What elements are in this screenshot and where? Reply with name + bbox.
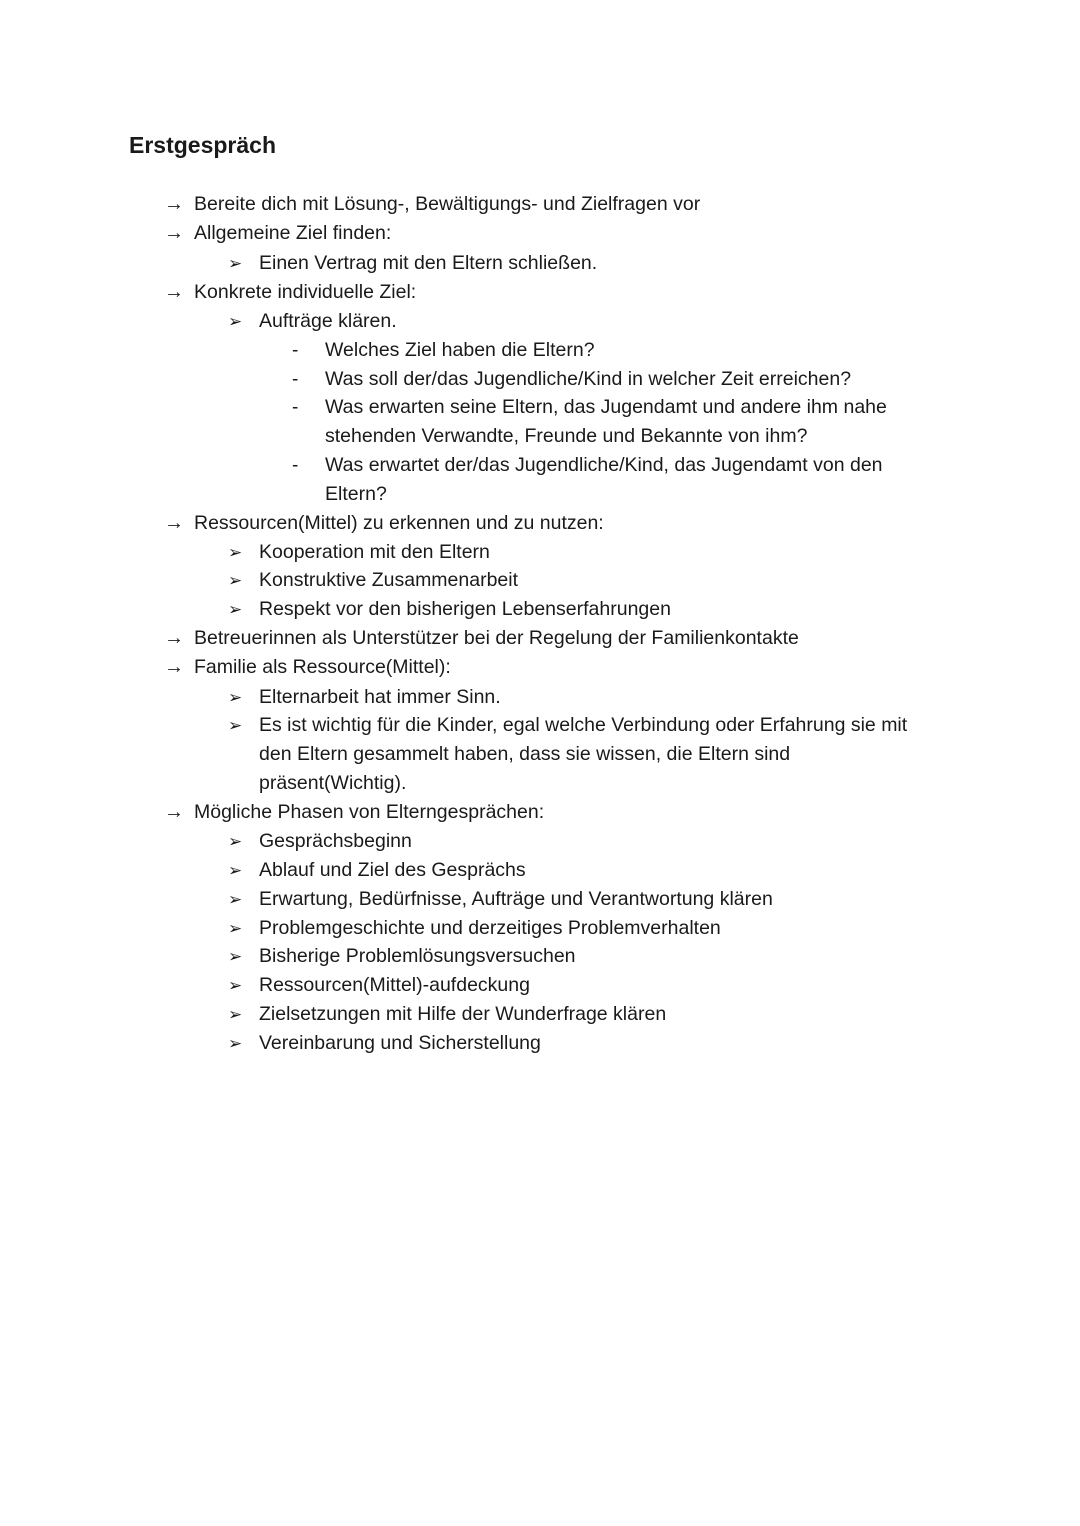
list-item-text: den Eltern gesammelt haben, dass sie wissen, die Eltern sind xyxy=(259,743,791,765)
arrowhead-bullet-icon: ➢ xyxy=(228,976,243,995)
arrowhead-bullet-icon: ➢ xyxy=(228,543,243,562)
list-item-text: Ressourcen(Mittel)-aufdeckung xyxy=(259,974,530,996)
arrow-right-icon: → xyxy=(164,193,184,215)
arrow-right-icon: → xyxy=(164,222,184,244)
arrowhead-bullet-icon: ➢ xyxy=(228,716,243,735)
arrowhead-bullet-icon: ➢ xyxy=(228,1034,243,1053)
arrowhead-bullet-icon: ➢ xyxy=(228,688,243,707)
list-item-text: Konkrete individuelle Ziel: xyxy=(194,281,417,303)
list-item-text: Was erwartet der/das Jugendliche/Kind, das Jugendamt von den xyxy=(325,454,883,476)
dash-bullet-icon: - xyxy=(292,397,299,418)
list-item-text: Konstruktive Zusammenarbeit xyxy=(259,569,519,591)
arrowhead-bullet-icon: ➢ xyxy=(228,947,243,966)
page-title: Erstgespräch xyxy=(129,132,277,158)
list-item-text: Was soll der/das Jugendliche/Kind in welcher Zeit erreichen? xyxy=(325,368,852,390)
list-item-text: präsent(Wichtig). xyxy=(259,772,407,794)
list-item-text: Mögliche Phasen von Elterngesprächen: xyxy=(194,801,545,823)
list-item-text: Aufträge klären. xyxy=(259,310,397,332)
arrowhead-bullet-icon: ➢ xyxy=(228,600,243,619)
list-item-text: stehenden Verwandte, Freunde und Bekannte von ihm? xyxy=(325,425,808,447)
dash-bullet-icon: - xyxy=(292,340,299,361)
arrow-right-icon: → xyxy=(164,801,184,823)
list-item-text: Gesprächsbeginn xyxy=(259,830,412,852)
list-item-text: Einen Vertrag mit den Eltern schließen. xyxy=(259,252,598,274)
list-item-text: Eltern? xyxy=(325,483,387,505)
list-item-text: Welches Ziel haben die Eltern? xyxy=(325,339,595,361)
arrowhead-bullet-icon: ➢ xyxy=(228,312,243,331)
list-item-text: Elternarbeit hat immer Sinn. xyxy=(259,686,501,708)
list-item-text: Bereite dich mit Lösung-, Bewältigungs- und Zielfragen vor xyxy=(194,193,701,215)
list-item-text: Problemgeschichte und derzeitiges Problemverhalten xyxy=(259,917,721,939)
list-item-text: Betreuerinnen als Unterstützer bei der Regelung der Familienkontakte xyxy=(194,627,799,649)
arrowhead-bullet-icon: ➢ xyxy=(228,1005,243,1024)
arrow-right-icon: → xyxy=(164,627,184,649)
arrow-right-icon: → xyxy=(164,512,184,534)
arrowhead-bullet-icon: ➢ xyxy=(228,890,243,909)
arrowhead-bullet-icon: ➢ xyxy=(228,832,243,851)
dash-bullet-icon: - xyxy=(292,369,299,390)
arrowhead-bullet-icon: ➢ xyxy=(228,571,243,590)
arrow-right-icon: → xyxy=(164,281,184,303)
list-item-text: Bisherige Problemlösungsversuchen xyxy=(259,945,576,967)
list-item-text: Allgemeine Ziel finden: xyxy=(194,222,392,244)
list-item-text: Was erwarten seine Eltern, das Jugendamt und andere ihm nahe xyxy=(325,396,887,418)
dash-bullet-icon: - xyxy=(292,455,299,476)
arrowhead-bullet-icon: ➢ xyxy=(228,254,243,273)
list-item-text: Ablauf und Ziel des Gesprächs xyxy=(259,859,526,881)
list-item-text: Ressourcen(Mittel) zu erkennen und zu nutzen: xyxy=(194,512,604,534)
list-item-text: Es ist wichtig für die Kinder, egal welche Verbindung oder Erfahrung sie mit xyxy=(259,714,908,736)
list-item-text: Zielsetzungen mit Hilfe der Wunderfrage klären xyxy=(259,1003,667,1025)
arrow-right-icon: → xyxy=(164,656,184,678)
arrowhead-bullet-icon: ➢ xyxy=(228,861,243,880)
list-item-text: Kooperation mit den Eltern xyxy=(259,541,490,563)
list-item-text: Respekt vor den bisherigen Lebenserfahrungen xyxy=(259,598,671,620)
list-item-text: Erwartung, Bedürfnisse, Aufträge und Verantwortung klären xyxy=(259,888,773,910)
list-item-text: Vereinbarung und Sicherstellung xyxy=(259,1032,541,1054)
arrowhead-bullet-icon: ➢ xyxy=(228,919,243,938)
list-item-text: Familie als Ressource(Mittel): xyxy=(194,656,451,678)
